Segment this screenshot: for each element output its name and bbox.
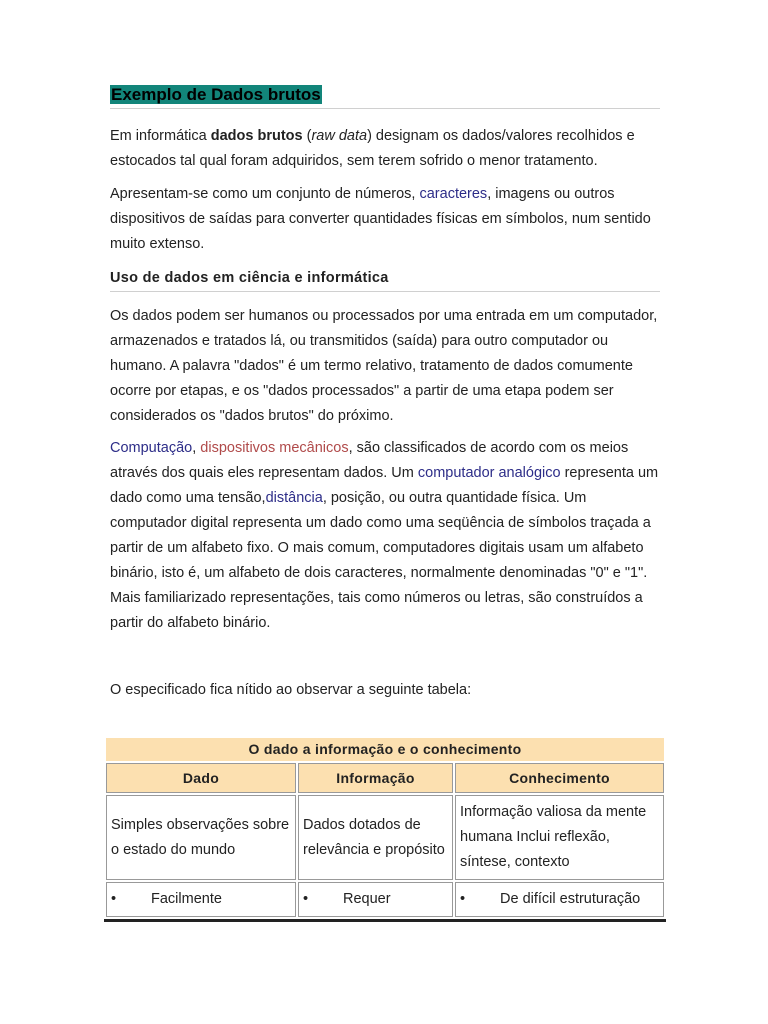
bullet-icon: • bbox=[303, 891, 309, 907]
para4-text-2: representa um dado como uma tensão, bbox=[110, 465, 659, 506]
bold-term: dados brutos bbox=[210, 128, 303, 144]
title-divider bbox=[110, 108, 660, 109]
link-caracteres[interactable]: caracteres bbox=[419, 186, 488, 202]
link-computacao[interactable]: Computação bbox=[110, 440, 193, 456]
intro-text-end: ) designam os dados/valores recolhidos e estocados tal qual foram adquiridos, sem terem sofrido o menor tratamento. bbox=[110, 128, 635, 169]
section-heading: Uso de dados em ciência e informática bbox=[110, 270, 389, 286]
header-informacao: Informação bbox=[298, 763, 453, 793]
intro-text-start: Em informática bbox=[110, 128, 211, 144]
link-computador-analogico[interactable]: computador analógico bbox=[417, 465, 561, 481]
paragraph-5: O especificado fica nítido ao observar a seguinte tabela: bbox=[110, 682, 472, 698]
bullet-text: Requer bbox=[343, 891, 391, 907]
bullet-icon: • bbox=[111, 891, 117, 907]
cell-conhecimento: Informação valiosa da mente humana Inclui reflexão, síntese, contexto bbox=[455, 795, 664, 880]
cell-bullet-informacao bbox=[298, 882, 453, 917]
paragraph-4 bbox=[110, 436, 660, 636]
document-body bbox=[110, 84, 660, 703]
cell-informacao: Dados dotados de relevância e propósito bbox=[298, 795, 453, 880]
link-distancia[interactable]: distância bbox=[265, 490, 323, 506]
paragraph-2 bbox=[110, 182, 660, 257]
page-title-text: Exemplo de Dados brutos bbox=[111, 85, 321, 104]
para4-text-1: , são classificados de acordo com os meios através dos quais eles representam dados. Um bbox=[110, 440, 629, 481]
para2-text-end: , imagens ou outros dispositivos de saídas para converter quantidades físicas em símbolos, num sentido muito extenso. bbox=[110, 186, 651, 252]
para4-sep: , bbox=[192, 440, 201, 456]
info-table bbox=[104, 738, 666, 922]
table-header-row bbox=[106, 763, 664, 793]
link-dispositivos-mecanicos[interactable]: dispositivos mecânicos bbox=[200, 440, 349, 456]
italic-term: raw data bbox=[311, 128, 368, 144]
cell-bullet-conhecimento bbox=[455, 882, 664, 917]
cell-dado: Simples observações sobre o estado do mundo bbox=[106, 795, 296, 880]
intro-text-mid: ( bbox=[302, 128, 312, 144]
section-divider bbox=[110, 291, 660, 292]
bullet-text: Facilmente bbox=[151, 891, 222, 907]
table-caption: O dado a informação e o conhecimento bbox=[106, 738, 664, 761]
intro-paragraph bbox=[110, 124, 660, 174]
table-row bbox=[106, 795, 664, 880]
para2-text-start: Apresentam-se como um conjunto de números, bbox=[110, 186, 420, 202]
page-title bbox=[110, 84, 660, 106]
header-dado: Dado bbox=[106, 763, 296, 793]
cell-bullet-dado bbox=[106, 882, 296, 917]
para4-text-3: , posição, ou outra quantidade física. Um computador digital representa um dado como uma seqüência de símbolos traçada a partir de um alfabeto fixo. O mais comum, computadores digitais usam um alfabeto binário, isto é, um alfabeto de dois caracteres, normalmente denominadas "0" e "1". Mais familiarizado representações, tais como números ou letras, são construídos a partir do alfabeto binário. bbox=[110, 490, 651, 631]
paragraph-3: Os dados podem ser humanos ou processados por uma entrada em um computador, armazenados e tratados lá, ou transmitidos (saída) para outro computador ou humano. A palavra "dados" é um termo relativo, tratamento de dados comumente ocorre por etapas, e os "dados processados" a partir de uma etapa podem ser considerados os "dados brutos" do próximo. bbox=[110, 308, 658, 424]
table-row bbox=[106, 882, 664, 917]
bullet-icon: • bbox=[460, 891, 466, 907]
header-conhecimento: Conhecimento bbox=[455, 763, 664, 793]
bullet-text: De difícil estruturação bbox=[500, 891, 641, 907]
